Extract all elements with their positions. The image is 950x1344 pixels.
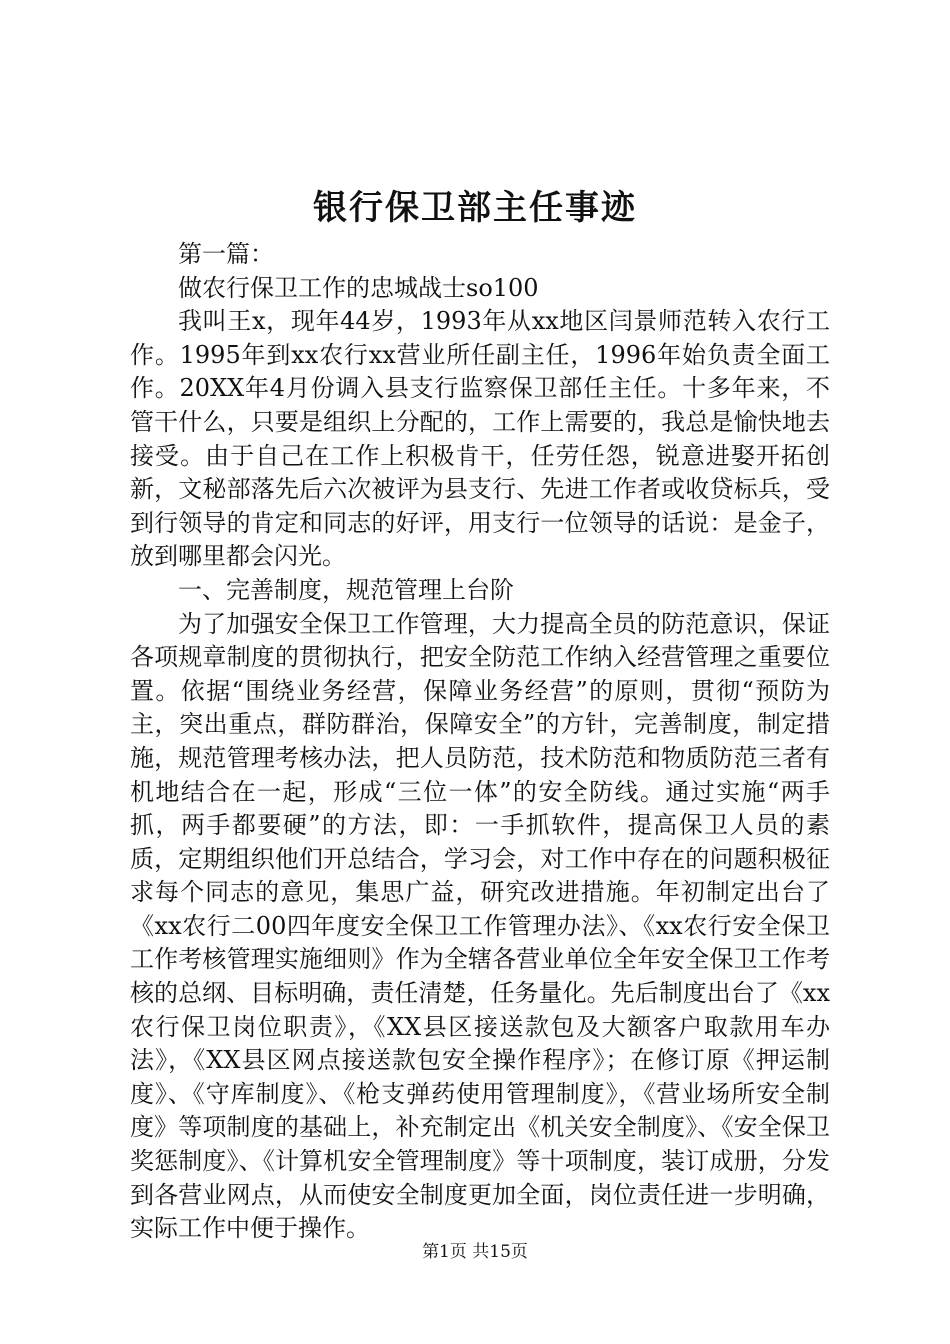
document-title: 银行保卫部主任事迹 — [313, 188, 637, 228]
section-heading: 第一篇： — [178, 240, 274, 268]
body-paragraph: 我叫王x，现年44岁，1993年从xx地区闫景师范转入农行工作。1995年到xx农行xx营业所任副主任，1996年始负责全面工作。20XX年4月份调入县支行监察保卫部任主任。十多年来，不管干什么，只要是组织上分配的，工作上需要的，我总是愉快地去接受。由于自己在工作上积极肯干，任劳任怨，锐意进娶开拓创新，文秘部落先后六次被评为县支行、先进工作者或收贷标兵，受到行领导的肯定和同志的好评，用支行一位领导的话说：是金子，放到哪里都会闪光。 — [130, 307, 830, 571]
article-subtitle: 做农行保卫工作的忠城战士so100 — [178, 273, 539, 302]
subsection-heading: 一、完善制度，规范管理上台阶 — [178, 575, 514, 604]
body-paragraph: 为了加强安全保卫工作管理，大力提高全员的防范意识，保证各项规章制度的贯彻执行，把安全防范工作纳入经营管理之重要位置。依据“围绕业务经营，保障业务经营”的原则，贯彻“预防为主，突出重点，群防群治，保障安全”的方针，完善制度，制定措施，规范管理考核办法，把人员防范，技术防范和物质防范三者有机地结合在一起，形成“三位一体”的安全防线。通过实施“两手抓，两手都要硬”的方法，即：一手抓软件，提高保卫人员的素质，定期组织他们开总结合，学习会，对工作中存在的问题积极征求每个同志的意见，集思广益，研究改进措施。年初制定出台了《xx农行二00四年度安全保卫工作管理办法》、《xx农行安全保卫工作考核管理实施细则》作为全辖各营业单位全年安全保卫工作考核的总纲、目标明确，责任清楚，任务量化。先后制度出台了《xx农行保卫岗位职责》，《XX县区接送款包及大额客户取款用车办法》，《XX县区网点接送款包安全操作程序》；在修订原《押运制度》、《守库制度》、《枪支弹药使用管理制度》，《营业场所安全制度》等项制度的基础上，补充制定出《机关安全制度》、《安全保卫奖惩制度》、《计算机安全管理制度》等十项制度，装订成册，分发到各营业网点，从而使安全制度更加全面，岗位责任进一步明确，实际工作中便于操作。 — [130, 609, 830, 1243]
document-body — [130, 238, 830, 1246]
page-footer: 第1页 共15页 — [422, 1242, 528, 1262]
